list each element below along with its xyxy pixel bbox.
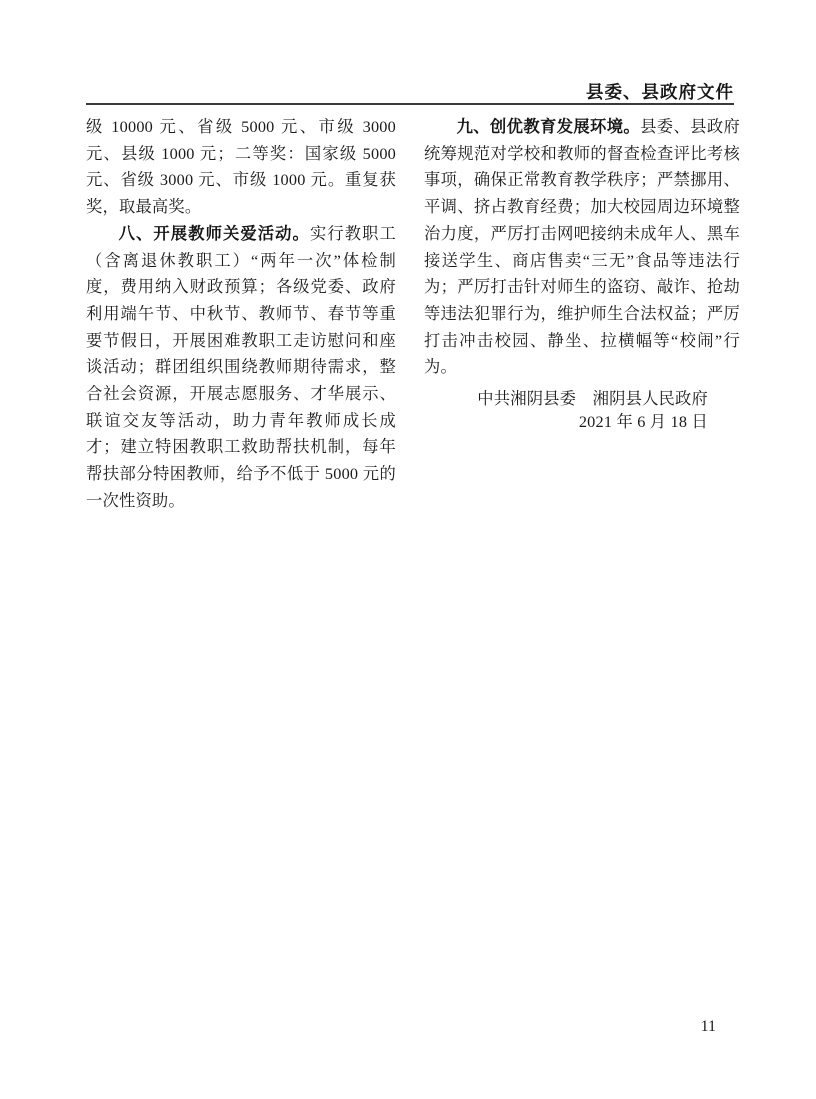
right-column [424,114,740,515]
section-9-paragraph [424,114,740,381]
continuation-paragraph: 级 10000 元、省级 5000 元、市级 3000 元、县级 1000 元；二等奖：国家级 5000 元、省级 3000 元、市级 1000 元。重复获奖，取最高奖。 [86,117,396,217]
section-9-heading: 九、创优教育发展环境。 [456,118,641,136]
signature-block [424,387,740,433]
section-8-body: 实行教职工（含离退休教职工）“两年一次”体检制度，费用纳入财政预算；各级党委、政府利用端午节、中秋节、教师节、春节等重要节假日，开展困难教职工走访慰问和座谈活动；群团组织围绕教师期待需求，整合社会资源，开展志愿服务、才华展示、联谊交友等活动，助力青年教师成长成才；建立特困教职工救助帮扶机制，每年帮扶部分特困教师，给予不低于 5000 元的一次性资助。 [86,223,396,510]
page-number: 11 [700,1018,716,1035]
signature-line: 中共湘阴县委 湘阴县人民政府 [477,389,708,409]
header-rule [86,103,734,105]
section-9-body: 县委、县政府统筹规范对学校和教师的督查检查评比考核事项，确保正常教育教学秩序；严禁挪用、平调、挤占教育经费；加大校园周边环境整治力度，严厉打击网吧接纳未成年人、黑车接送学生、商店售卖“三无”食品等违法行为；严厉打击针对师生的盗窃、敲诈、抢劫等违法犯罪行为，维护师生合法权益；严厉打击冲击校园、静坐、拉横幅等“校闹”行为。 [424,117,741,377]
content-columns [86,114,740,515]
header-title: 县委、县政府文件 [586,82,734,102]
section-8-heading: 八、开展教师关爱活动。 [118,224,310,243]
left-column [86,114,396,515]
section-8-paragraph [86,221,396,515]
date-line: 2021 年 6 月 18 日 [578,412,708,432]
